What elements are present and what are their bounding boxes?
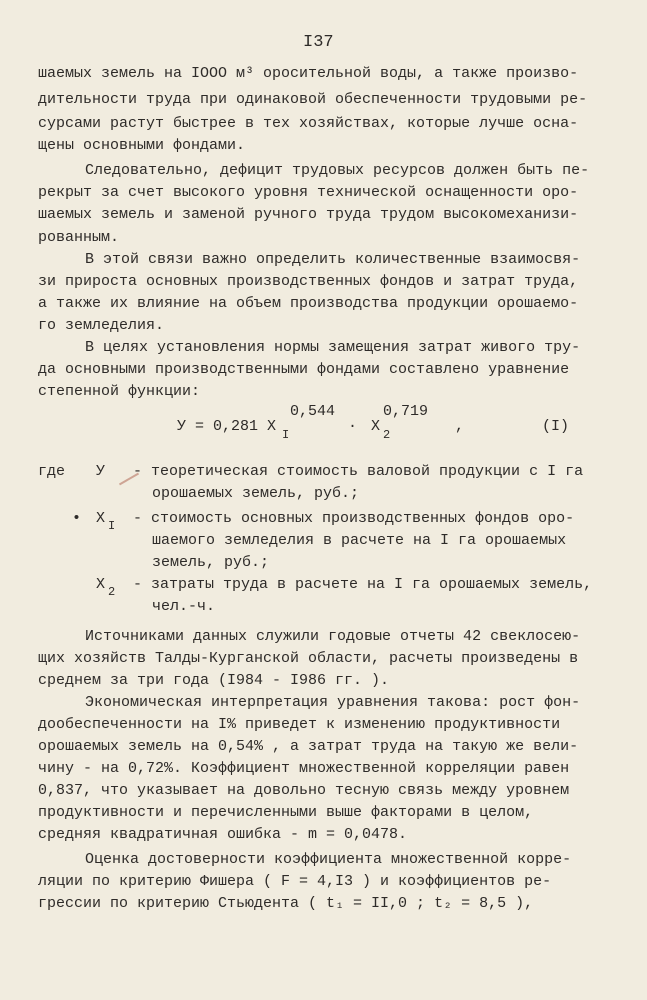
text-line: Экономическая интерпретация уравнения такова: рост фон-	[85, 694, 581, 711]
where-label: где	[38, 463, 66, 480]
text-line: степенной функции:	[38, 383, 201, 400]
symbol-x1-sub: I	[108, 519, 116, 533]
text-line: В целях установления нормы замещения затрат живого тру-	[85, 339, 581, 356]
text-line: сурсами растут быстрее в тех хозяйствах, которые лучше осна-	[38, 115, 579, 132]
definition-line: чел.-ч.	[152, 598, 216, 615]
text-line: да основными производственными фондами составлено уравнение	[38, 361, 570, 378]
equation-sub-2: 2	[383, 428, 391, 442]
text-line: рекрыт за счет высокого уровня технической оснащенности оро-	[38, 184, 579, 201]
exponent-1: 0,544	[290, 403, 336, 420]
text-line: дообеспеченности на I% приведет к изменению продуктивности	[38, 716, 561, 733]
definition-line: шаемого земледелия в расчете на I га орошаемых	[152, 532, 567, 549]
equation-comma: ,	[455, 418, 465, 435]
bullet-mark: •	[72, 510, 82, 527]
symbol-x2-sub: 2	[108, 585, 116, 599]
text-line: грессии по критерию Стьюдента ( t₁ = II,0 ; t₂ = 8,5 ),	[38, 895, 534, 912]
text-line: шаемых земель на IOOO м³ оросительной воды, а также произво-	[38, 65, 579, 82]
equation-number: (I)	[542, 418, 570, 435]
definition-line: - теоретическая стоимость валовой продукции с I га	[133, 463, 584, 480]
text-line: го земледелия.	[38, 317, 165, 334]
symbol-y: У	[96, 463, 106, 480]
text-line: продуктивности и перечисленными выше факторами в целом,	[38, 804, 534, 821]
text-line: 0,837, что указывает на довольно тесную связь между уровнем	[38, 782, 570, 799]
text-line: средняя квадратичная ошибка - m = 0,0478.	[38, 826, 408, 843]
text-line: рованным.	[38, 229, 120, 246]
text-line: Оценка достоверности коэффициента множественной корре-	[85, 851, 572, 868]
text-line: ляции по критерию Фишера ( F = 4,I3 ) и коэффициентов ре-	[38, 873, 552, 890]
text-line: а также их влияние на объем производства продукции орошаемо-	[38, 295, 579, 312]
text-line: Источниками данных служили годовые отчеты 42 свеклосею-	[85, 628, 581, 645]
exponent-2: 0,719	[383, 403, 429, 420]
definition-line: - стоимость основных производственных фондов оро-	[133, 510, 575, 527]
equation-dot: ·	[348, 418, 358, 435]
equation-sub-1: I	[282, 428, 290, 442]
symbol-x1: X	[96, 510, 106, 527]
text-line: В этой связи важно определить количественные взаимосвя-	[85, 251, 581, 268]
text-line: орошаемых земель на 0,54% , а затрат труда на такую же вели-	[38, 738, 579, 755]
definition-line: орошаемых земель, руб.;	[152, 485, 360, 502]
definition-line: - затраты труда в расчете на I га орошаемых земель,	[133, 576, 593, 593]
equation-lhs: У = 0,281 X	[177, 418, 277, 435]
symbol-x2: X	[96, 576, 106, 593]
text-line: среднем за три года (I984 - I986 гг. ).	[38, 672, 390, 689]
text-line: щены основными фондами.	[38, 137, 246, 154]
page-number: I37	[303, 33, 334, 52]
text-line: Следовательно, дефицит трудовых ресурсов должен быть пе-	[85, 162, 590, 179]
text-line: дительности труда при одинаковой обеспеченности трудовыми ре-	[38, 91, 588, 108]
text-line: щих хозяйств Талды-Курганской области, расчеты произведены в	[38, 650, 579, 667]
text-line: шаемых земель и заменой ручного труда трудом высокомеханизи-	[38, 206, 579, 223]
definition-line: земель, руб.;	[152, 554, 270, 571]
text-line: зи прироста основных производственных фондов и затрат труда,	[38, 273, 579, 290]
equation-x2: X	[371, 418, 381, 435]
text-line: чину - на 0,72%. Коэффициент множественной корреляции равен	[38, 760, 570, 777]
